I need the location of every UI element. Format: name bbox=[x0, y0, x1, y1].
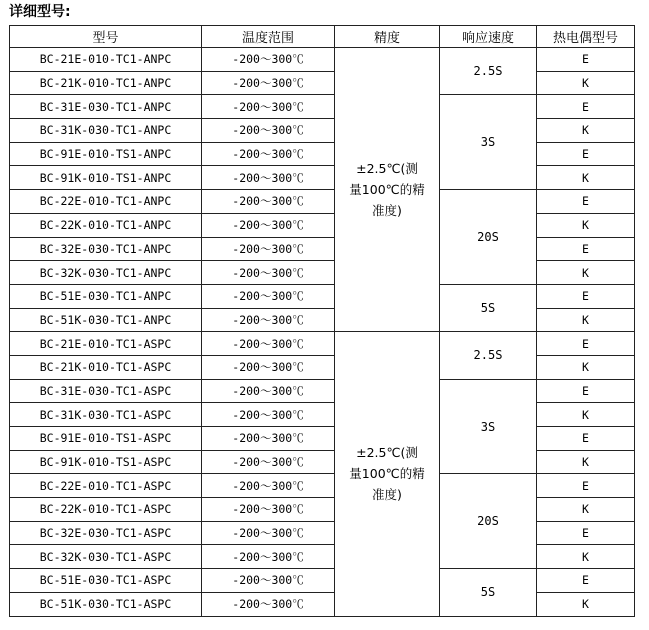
table-row bbox=[10, 71, 635, 95]
model-cell: BC-22K-010-TC1-ANPC bbox=[10, 213, 202, 237]
precision-line: ±2.5℃(测 bbox=[356, 161, 418, 177]
model-cell: BC-21E-010-TC1-ASPC bbox=[10, 332, 202, 356]
response-speed-cell: 2.5S bbox=[440, 332, 537, 379]
model-cell: BC-91K-010-TS1-ANPC bbox=[10, 166, 202, 190]
thermocouple-type-cell: K bbox=[537, 450, 635, 474]
model-cell: BC-51K-030-TC1-ASPC bbox=[10, 592, 202, 616]
model-cell: BC-91K-010-TS1-ASPC bbox=[10, 450, 202, 474]
temperature-range-cell: -200～300℃ bbox=[202, 427, 335, 451]
table-row bbox=[10, 332, 635, 356]
thermocouple-type-cell: E bbox=[537, 142, 635, 166]
thermocouple-type-cell: E bbox=[537, 237, 635, 261]
thermocouple-type-cell: E bbox=[537, 190, 635, 214]
temperature-range-cell: -200～300℃ bbox=[202, 355, 335, 379]
table-header-row bbox=[10, 26, 635, 48]
section-title: 详细型号: bbox=[9, 4, 71, 20]
thermocouple-type-cell: E bbox=[537, 95, 635, 119]
header-model: 型号 bbox=[10, 26, 202, 48]
temperature-range-cell: -200～300℃ bbox=[202, 166, 335, 190]
precision-cell bbox=[335, 332, 440, 616]
model-cell: BC-32E-030-TC1-ASPC bbox=[10, 521, 202, 545]
temperature-range-cell: -200～300℃ bbox=[202, 308, 335, 332]
precision-line: 量100℃的精 bbox=[349, 466, 425, 482]
table-row bbox=[10, 48, 635, 72]
temperature-range-cell: -200～300℃ bbox=[202, 403, 335, 427]
temperature-range-cell: -200～300℃ bbox=[202, 142, 335, 166]
thermocouple-type-cell: E bbox=[537, 284, 635, 308]
response-speed-cell: 5S bbox=[440, 284, 537, 331]
thermocouple-type-cell: E bbox=[537, 379, 635, 403]
precision-line: 准度) bbox=[372, 487, 402, 503]
model-cell: BC-22E-010-TC1-ANPC bbox=[10, 190, 202, 214]
precision-line: ±2.5℃(测 bbox=[356, 445, 418, 461]
header-temperature-range: 温度范围 bbox=[202, 26, 335, 48]
table-row bbox=[10, 569, 635, 593]
table-row bbox=[10, 261, 635, 285]
temperature-range-cell: -200～300℃ bbox=[202, 569, 335, 593]
table-row bbox=[10, 427, 635, 451]
table-row bbox=[10, 308, 635, 332]
model-cell: BC-31K-030-TC1-ASPC bbox=[10, 403, 202, 427]
model-cell: BC-32E-030-TC1-ANPC bbox=[10, 237, 202, 261]
model-cell: BC-51E-030-TC1-ASPC bbox=[10, 569, 202, 593]
thermocouple-type-cell: E bbox=[537, 474, 635, 498]
model-cell: BC-21K-010-TC1-ASPC bbox=[10, 355, 202, 379]
temperature-range-cell: -200～300℃ bbox=[202, 450, 335, 474]
thermocouple-type-cell: K bbox=[537, 166, 635, 190]
temperature-range-cell: -200～300℃ bbox=[202, 95, 335, 119]
thermocouple-type-cell: K bbox=[537, 261, 635, 285]
temperature-range-cell: -200～300℃ bbox=[202, 71, 335, 95]
temperature-range-cell: -200～300℃ bbox=[202, 332, 335, 356]
temperature-range-cell: -200～300℃ bbox=[202, 237, 335, 261]
model-cell: BC-51K-030-TC1-ANPC bbox=[10, 308, 202, 332]
precision-line: 准度) bbox=[372, 203, 402, 219]
thermocouple-type-cell: K bbox=[537, 545, 635, 569]
model-cell: BC-31E-030-TC1-ASPC bbox=[10, 379, 202, 403]
thermocouple-type-cell: K bbox=[537, 308, 635, 332]
model-cell: BC-31K-030-TC1-ANPC bbox=[10, 119, 202, 143]
table-row bbox=[10, 379, 635, 403]
temperature-range-cell: -200～300℃ bbox=[202, 498, 335, 522]
thermocouple-type-cell: K bbox=[537, 592, 635, 616]
thermocouple-type-cell: E bbox=[537, 427, 635, 451]
table-row bbox=[10, 545, 635, 569]
response-speed-cell: 3S bbox=[440, 379, 537, 474]
temperature-range-cell: -200～300℃ bbox=[202, 261, 335, 285]
table-row bbox=[10, 521, 635, 545]
thermocouple-type-cell: E bbox=[537, 521, 635, 545]
table-row bbox=[10, 95, 635, 119]
header-thermocouple-type: 热电偶型号 bbox=[537, 26, 635, 48]
response-speed-cell: 20S bbox=[440, 190, 537, 285]
model-cell: BC-21E-010-TC1-ANPC bbox=[10, 48, 202, 72]
thermocouple-type-cell: E bbox=[537, 332, 635, 356]
thermocouple-type-cell: K bbox=[537, 403, 635, 427]
temperature-range-cell: -200～300℃ bbox=[202, 119, 335, 143]
thermocouple-type-cell: K bbox=[537, 213, 635, 237]
model-cell: BC-32K-030-TC1-ASPC bbox=[10, 545, 202, 569]
temperature-range-cell: -200～300℃ bbox=[202, 474, 335, 498]
temperature-range-cell: -200～300℃ bbox=[202, 521, 335, 545]
thermocouple-type-cell: K bbox=[537, 119, 635, 143]
table-row bbox=[10, 190, 635, 214]
temperature-range-cell: -200～300℃ bbox=[202, 190, 335, 214]
precision-line: 量100℃的精 bbox=[349, 182, 425, 198]
thermocouple-type-cell: K bbox=[537, 71, 635, 95]
table-row bbox=[10, 592, 635, 616]
response-speed-cell: 20S bbox=[440, 474, 537, 569]
model-cell: BC-22K-010-TC1-ASPC bbox=[10, 498, 202, 522]
response-speed-cell: 2.5S bbox=[440, 48, 537, 95]
thermocouple-type-cell: E bbox=[537, 48, 635, 72]
table-row bbox=[10, 213, 635, 237]
model-table bbox=[9, 25, 635, 617]
table-row bbox=[10, 474, 635, 498]
table-row bbox=[10, 450, 635, 474]
table-row bbox=[10, 166, 635, 190]
table-row bbox=[10, 498, 635, 522]
table-row bbox=[10, 119, 635, 143]
table-row bbox=[10, 355, 635, 379]
table-row bbox=[10, 142, 635, 166]
thermocouple-type-cell: E bbox=[537, 569, 635, 593]
precision-cell bbox=[335, 48, 440, 332]
model-cell: BC-22E-010-TC1-ASPC bbox=[10, 474, 202, 498]
thermocouple-type-cell: K bbox=[537, 498, 635, 522]
thermocouple-type-cell: K bbox=[537, 355, 635, 379]
model-cell: BC-91E-010-TS1-ANPC bbox=[10, 142, 202, 166]
header-precision: 精度 bbox=[335, 26, 440, 48]
temperature-range-cell: -200～300℃ bbox=[202, 592, 335, 616]
model-cell: BC-21K-010-TC1-ANPC bbox=[10, 71, 202, 95]
temperature-range-cell: -200～300℃ bbox=[202, 545, 335, 569]
table-row bbox=[10, 403, 635, 427]
response-speed-cell: 5S bbox=[440, 569, 537, 616]
model-cell: BC-32K-030-TC1-ANPC bbox=[10, 261, 202, 285]
model-cell: BC-91E-010-TS1-ASPC bbox=[10, 427, 202, 451]
header-response-speed: 响应速度 bbox=[440, 26, 537, 48]
response-speed-cell: 3S bbox=[440, 95, 537, 190]
temperature-range-cell: -200～300℃ bbox=[202, 284, 335, 308]
temperature-range-cell: -200～300℃ bbox=[202, 213, 335, 237]
temperature-range-cell: -200～300℃ bbox=[202, 379, 335, 403]
model-cell: BC-51E-030-TC1-ANPC bbox=[10, 284, 202, 308]
table-row bbox=[10, 237, 635, 261]
table-row bbox=[10, 284, 635, 308]
model-cell: BC-31E-030-TC1-ANPC bbox=[10, 95, 202, 119]
temperature-range-cell: -200～300℃ bbox=[202, 48, 335, 72]
